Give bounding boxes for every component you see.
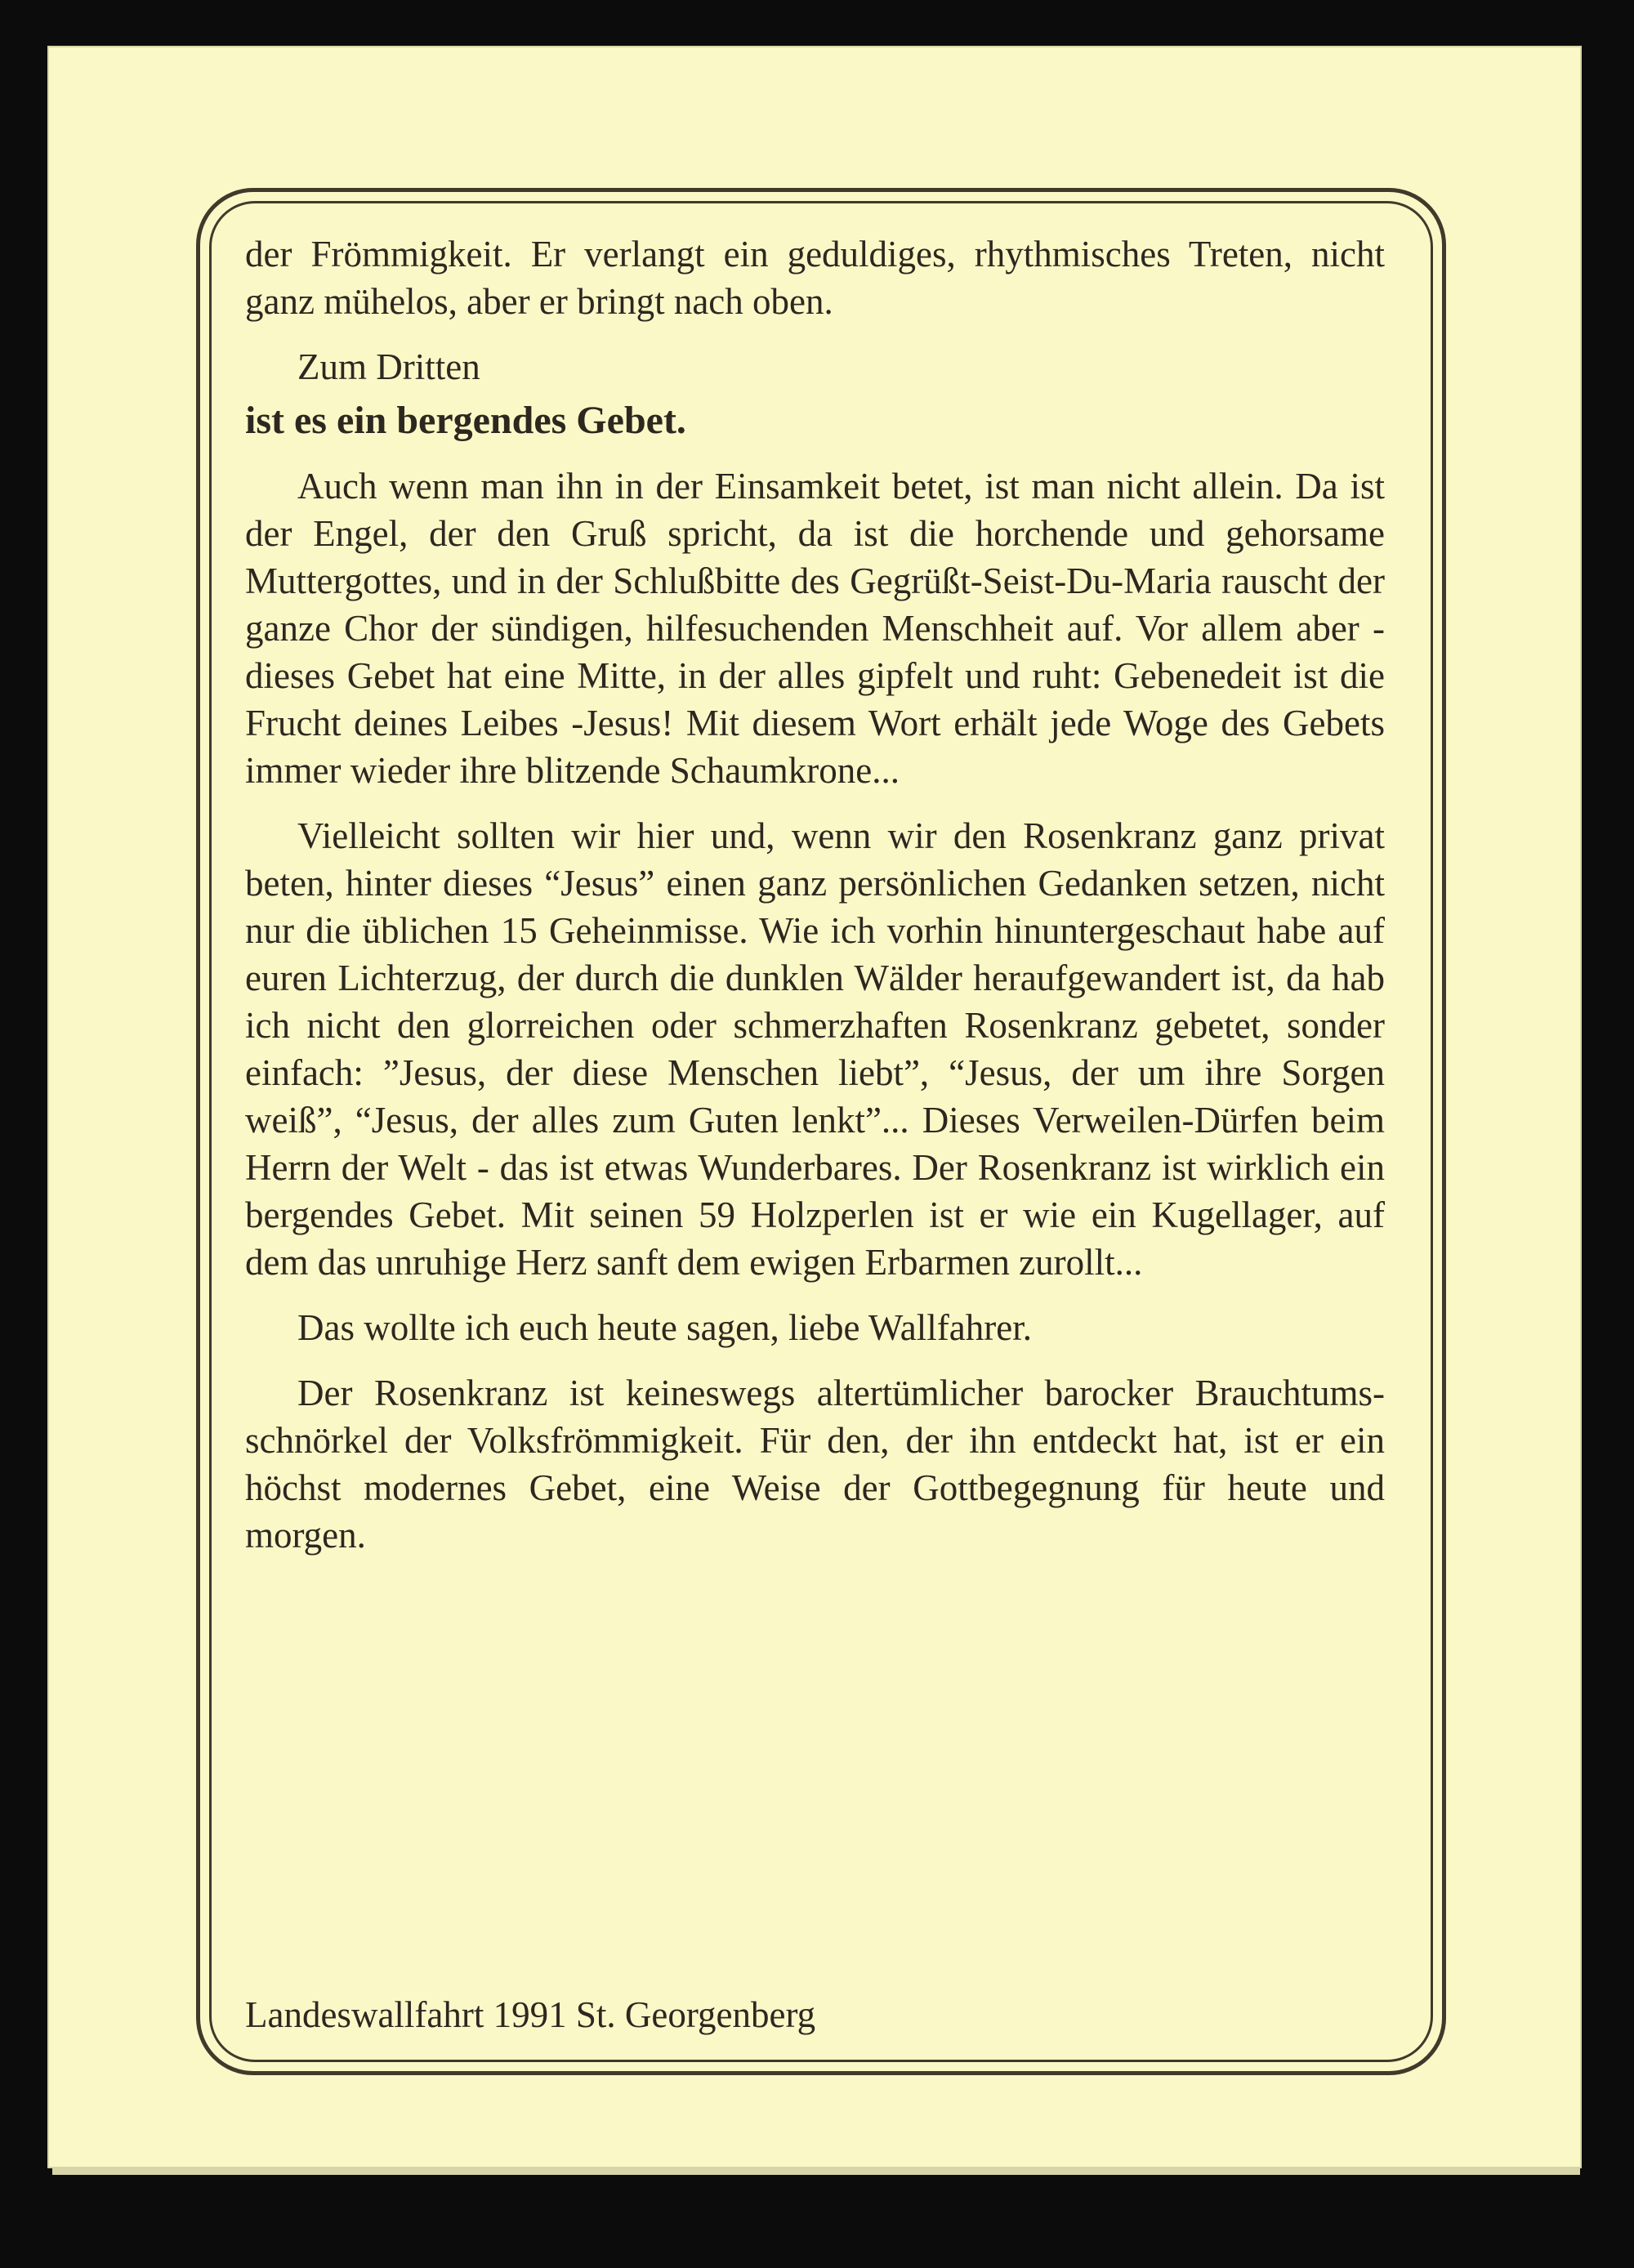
paper-edge xyxy=(52,2167,1580,2175)
document-body xyxy=(245,230,1385,1577)
paragraph-2: Auch wenn man ihn in der Einsamkeit betet, ist man nicht allein. Da ist der Engel, der den Gruß spricht, da ist die horchende und gehorsame Muttergottes, und in der Schlußbitte des Gegrüßt-Seist-Du-Maria rauscht der ganze Chor der sündigen, hilfesuchenden Menschheit auf. Vor allem aber - dieses Gebet hat eine Mitte, in der alles gipfelt und ruht: Gebenedeit ist die Frucht deines Leibes -Jesus! Mit diesem Wort erhält jede Woge des Gebets immer wieder ihre blitzende Schaumkrone... xyxy=(245,466,1385,791)
paragraph-4: Das wollte ich euch heute sagen, liebe Wallfahrer. xyxy=(297,1307,1032,1348)
paragraph-5: Der Rosenkranz ist keineswegs altertümlicher barocker Brauchtums-schnörkel der Volksfrömmigkeit. Für den, der ihn entdeckt hat, ist er ein höchst modernes Gebet, eine Weise der Gottbegegnung für heute und morgen. xyxy=(245,1373,1385,1556)
footer-text: Landeswallfahrt 1991 St. Georgenberg xyxy=(245,1994,816,2035)
section-heading-small: Zum Dritten xyxy=(297,346,480,387)
section-heading-bold: ist es ein bergendes Gebet. xyxy=(245,399,686,442)
paragraph-3: Vielleicht sollten wir hier und, wenn wir den Rosenkranz ganz privat beten, hinter dieses “Jesus” einen ganz persönlichen Gedanken setzen, nicht nur die üblichen 15 Geheinmisse. Wie ich vorhin hinuntergeschaut habe auf euren Lichterzug, der durch die dunklen Wälder heraufgewandert ist, da hab ich nicht den glorreichen oder schmerzhaften Rosenkranz gebetet, sonder einfach: ”Jesus, der diese Menschen liebt”, “Jesus, der um ihre Sorgen weiß”, “Jesus, der alles zum Guten lenkt”... Dieses Verweilen-Dürfen beim Herrn der Welt - das ist etwas Wunderbares. Der Rosenkranz ist wirklich ein bergendes Gebet. Mit seinen 59 Holzperlen ist er wie ein Kugellager, auf dem das unruhige Herz sanft dem ewigen Erbarmen zurollt... xyxy=(245,815,1385,1283)
paragraph-1: der Frömmigkeit. Er verlangt ein geduldiges, rhythmisches Treten, nicht ganz mühelos, aber er bringt nach oben. xyxy=(245,234,1385,322)
